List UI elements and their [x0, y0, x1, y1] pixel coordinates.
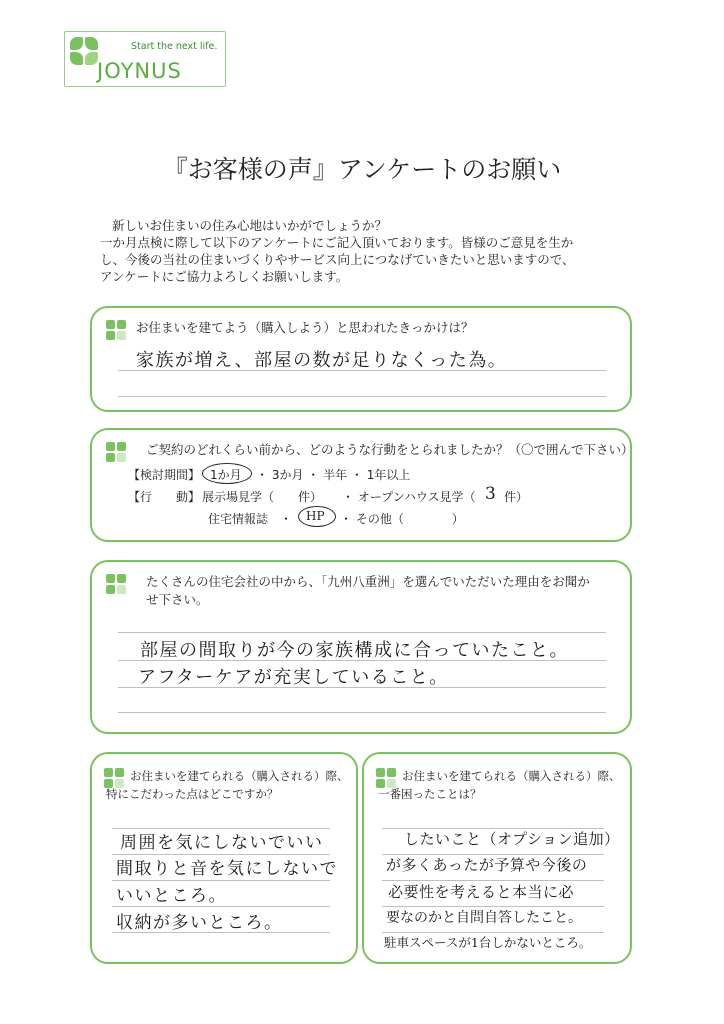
action-option-other: ・ その他（ ） — [340, 512, 464, 526]
period-options: ・ 3か月 ・ 半年 ・ 1年以上 — [256, 468, 411, 482]
clover-bullet-icon — [106, 320, 128, 342]
answer-line — [118, 712, 606, 713]
action-option-selected: HP — [306, 509, 325, 523]
question-text: たくさんの住宅会社の中から、「九州八重洲」を選んでいただいた理由をお聞か — [146, 574, 590, 589]
period-label: 【検討期間】 — [128, 468, 201, 482]
answer-text: 収納が多いところ。 — [116, 913, 283, 933]
answer-text: したいこと（オプション追加） — [404, 830, 620, 848]
answer-text: が多くあったが予算や今後の — [386, 856, 588, 874]
intro-line: 一か月点検に際して以下のアンケートにご記入頂いております。皆様のご意見を生か — [100, 235, 574, 250]
clover-bullet-icon — [106, 574, 128, 596]
answer-text: 駐車スペースが1台しかないところ。 — [384, 935, 592, 950]
question-box-difficulty — [362, 752, 632, 964]
question-box-focus — [90, 752, 358, 964]
answer-text: アフターケアが充実していること。 — [138, 667, 449, 688]
answer-line — [118, 687, 606, 688]
openhouse-count: 3 — [485, 484, 496, 504]
question-text: お住まいを建てよう（購入しよう）と思われたきっかけは？ — [136, 320, 474, 335]
logo-leaf-icon — [85, 37, 98, 50]
question-text: お住まいを建てられる（購入される）際、 — [130, 769, 349, 783]
logo-tagline: Start the next life. — [131, 41, 218, 52]
intro-line: 新しいお住まいの住み心地はいかがでしょうか？ — [112, 218, 388, 233]
question-text: お住まいを建てられる（購入される）際、 — [402, 769, 621, 783]
answer-line — [118, 396, 606, 397]
answer-text: 部屋の間取りが今の家族構成に合っていたこと。 — [140, 640, 569, 661]
question-box-trigger — [90, 306, 632, 412]
question-box-actions — [90, 428, 632, 542]
answer-line — [112, 906, 330, 907]
action-option-openhouse-suffix: 件） — [504, 490, 529, 504]
answer-line — [118, 660, 606, 661]
selection-circle — [202, 463, 252, 484]
clover-bullet-icon — [106, 442, 128, 464]
answer-text: 家族が増え、部屋の数が足りなくった為。 — [136, 350, 508, 371]
answer-text: 要なのかと自問自答したこと。 — [386, 910, 582, 926]
logo-leaf-icon — [70, 52, 83, 65]
answer-line — [118, 370, 606, 371]
answer-text: 周囲を気にしないでいい — [120, 833, 324, 853]
page-title: 『お客様の声』アンケートのお願い — [162, 155, 562, 184]
action-option-openhouse: ・ オープンハウス見学（ — [342, 490, 476, 504]
question-text: 特にこだわった点はどこですか？ — [106, 787, 279, 801]
action-option-magazine: 住宅情報誌 ・ — [208, 512, 293, 526]
intro-line: アンケートにご協力よろしくお願いします。 — [100, 269, 349, 284]
question-text: 一番困ったことは？ — [378, 787, 482, 801]
intro-line: し、今後の当社の住まいづくりやサービス向上につなげていきたいと思いますので、 — [100, 252, 575, 267]
answer-text: 間取りと音を気にしないで — [116, 859, 338, 879]
answer-text: 必要性を考えると本当に必 — [388, 883, 575, 901]
logo-leaf-icon — [70, 37, 83, 50]
company-logo — [64, 31, 226, 87]
logo-brand: JOYNUS — [97, 59, 182, 83]
selection-circle — [298, 506, 336, 527]
question-text: ご契約のどれくらい前から、どのような行動をとられましたか？（〇で囲んで下さい） — [146, 442, 634, 457]
intro-text — [100, 217, 660, 285]
answer-line — [112, 932, 330, 933]
action-option-showroom: 展示場見学（ 件） — [202, 490, 323, 504]
answer-line — [118, 632, 606, 633]
question-box-reason — [90, 560, 632, 734]
question-text: せ下さい。 — [146, 592, 209, 607]
action-label: 【行 動】 — [128, 490, 201, 504]
period-option-selected: 1か月 — [210, 468, 242, 482]
answer-text: いいところ。 — [116, 886, 227, 906]
